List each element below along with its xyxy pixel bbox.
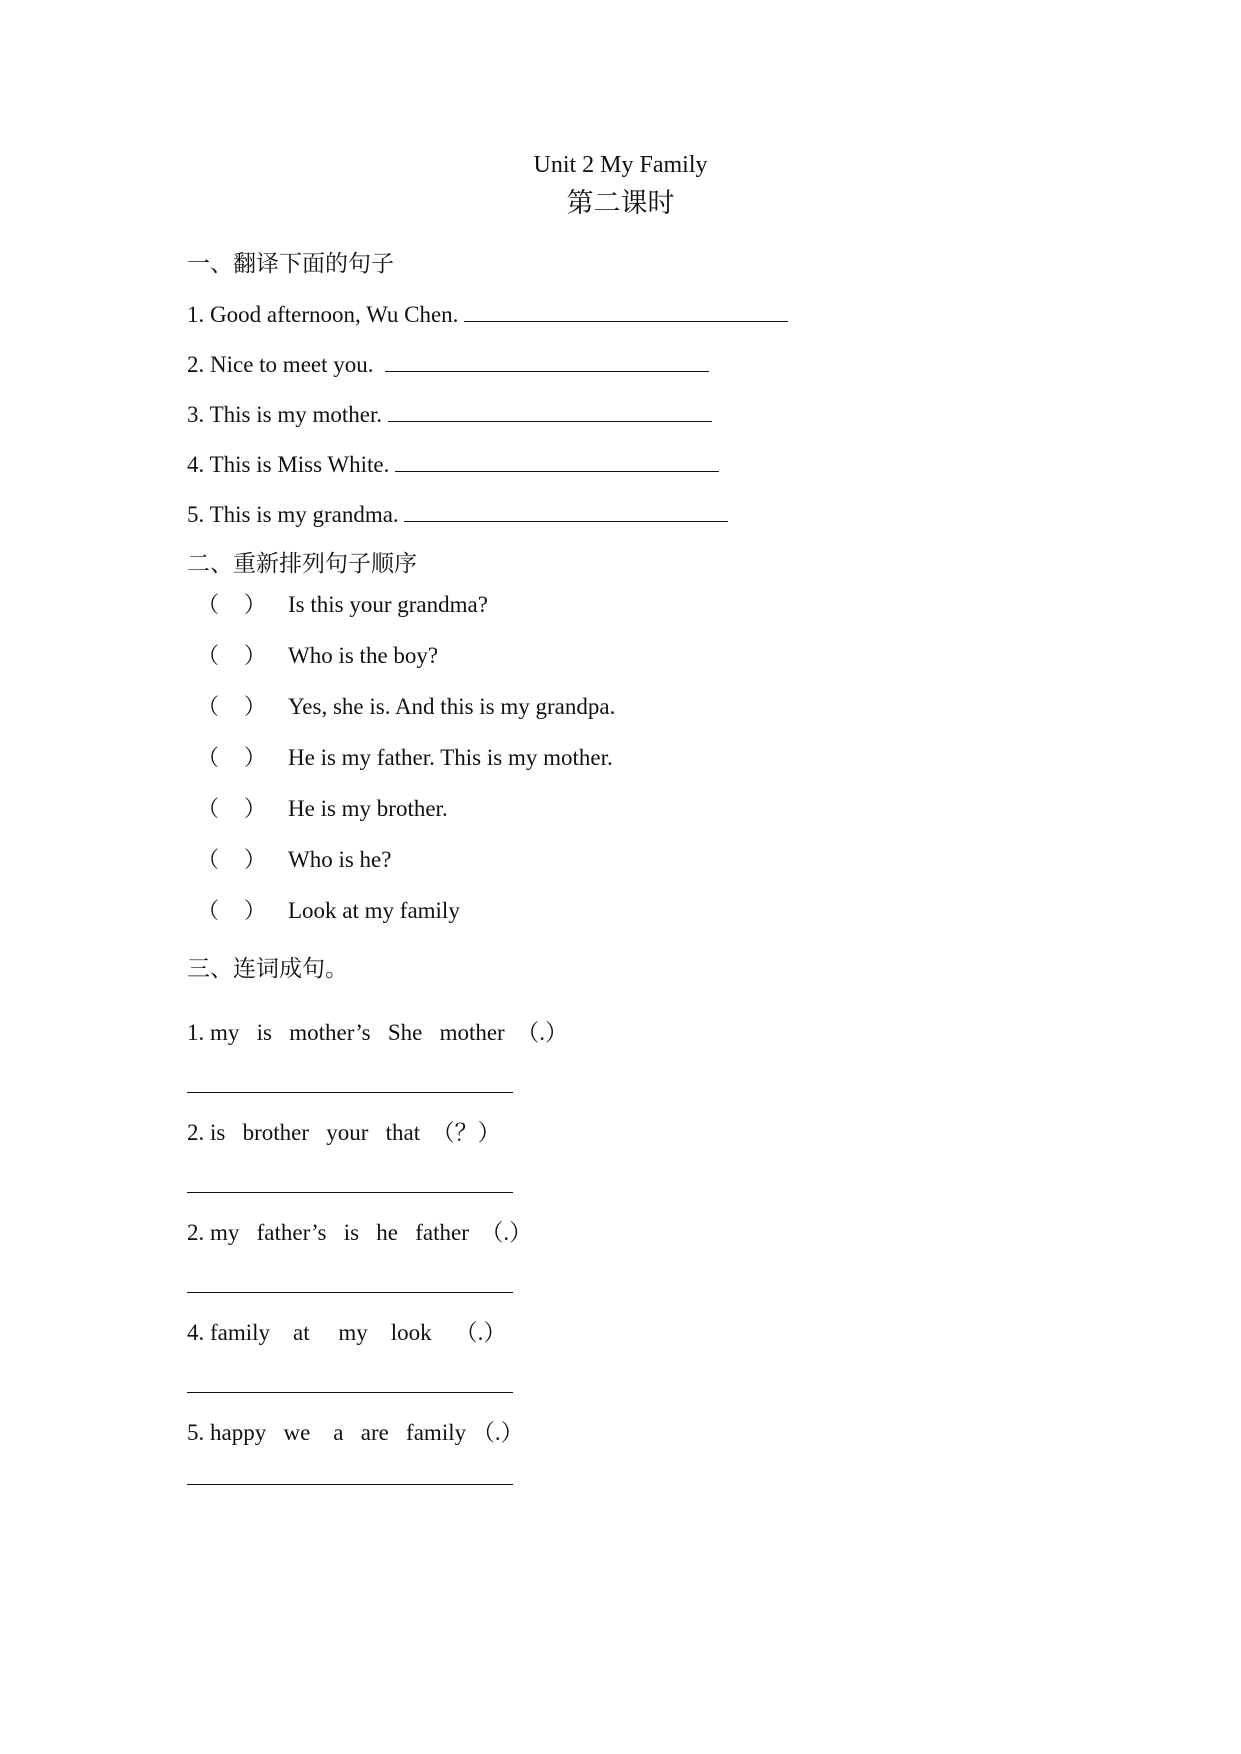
- answer-blank[interactable]: [385, 349, 709, 372]
- sentence-words-1: 1. my is mother’s She mother （.）: [187, 1020, 568, 1045]
- translate-item-3: [187, 399, 712, 430]
- order-item-text: Look at my family: [288, 898, 460, 923]
- order-item-text: Is this your grandma?: [288, 592, 488, 617]
- order-item-text: Yes, she is. And this is my grandpa.: [288, 694, 616, 719]
- order-item-text: Who is the boy?: [288, 643, 439, 668]
- order-paren-close: ）: [244, 745, 267, 770]
- translate-item-text: 3. This is my mother.: [187, 402, 388, 427]
- order-paren-open[interactable]: （: [197, 847, 220, 872]
- answer-blank[interactable]: [388, 399, 712, 422]
- order-paren-open[interactable]: （: [197, 694, 220, 719]
- section3-heading: 三、连词成句。: [187, 956, 348, 981]
- page-title: Unit 2 My Family: [533, 152, 708, 178]
- order-item-text: He is my father. This is my mother.: [288, 745, 613, 770]
- order-paren-close: ）: [244, 847, 267, 872]
- section2-heading: 二、重新排列句子顺序: [187, 551, 417, 576]
- page-subtitle: 第二课时: [566, 188, 675, 218]
- translate-item-4: [187, 449, 719, 480]
- translate-item-5: [187, 499, 728, 530]
- order-paren-close: ）: [244, 898, 267, 923]
- order-paren-open[interactable]: （: [197, 643, 220, 668]
- order-paren-close: ）: [244, 643, 267, 668]
- answer-blank[interactable]: [187, 1092, 513, 1093]
- order-paren-open[interactable]: （: [197, 796, 220, 821]
- order-paren-open[interactable]: （: [197, 745, 220, 770]
- answer-blank[interactable]: [187, 1292, 513, 1293]
- order-paren-open[interactable]: （: [197, 898, 220, 923]
- answer-blank[interactable]: [187, 1392, 513, 1393]
- answer-blank[interactable]: [187, 1192, 513, 1193]
- order-item-text: Who is he?: [288, 847, 392, 872]
- order-item-text: He is my brother.: [288, 796, 448, 821]
- answer-blank[interactable]: [187, 1484, 513, 1485]
- translate-item-text: 1. Good afternoon, Wu Chen.: [187, 302, 465, 327]
- sentence-words-3: 2. my father’s is he father （.）: [187, 1220, 533, 1245]
- translate-item-text: 4. This is Miss White.: [187, 452, 396, 477]
- section1-heading: 一、翻译下面的句子: [187, 251, 394, 276]
- sentence-words-4: 4. family at my look （.）: [187, 1320, 507, 1345]
- answer-blank[interactable]: [395, 449, 719, 472]
- answer-blank[interactable]: [404, 499, 728, 522]
- order-paren-close: ）: [244, 796, 267, 821]
- answer-blank[interactable]: [464, 299, 788, 322]
- order-paren-close: ）: [244, 694, 267, 719]
- sentence-words-2: 2. is brother your that （？）: [187, 1120, 501, 1145]
- translate-item-text: 5. This is my grandma.: [187, 502, 405, 527]
- translate-item-1: [187, 299, 788, 330]
- sentence-words-5: 5. happy we a are family （.）: [187, 1420, 524, 1445]
- order-paren-open[interactable]: （: [197, 592, 220, 617]
- translate-item-text: 2. Nice to meet you.: [187, 352, 386, 377]
- order-paren-close: ）: [244, 592, 267, 617]
- translate-item-2: [187, 349, 709, 380]
